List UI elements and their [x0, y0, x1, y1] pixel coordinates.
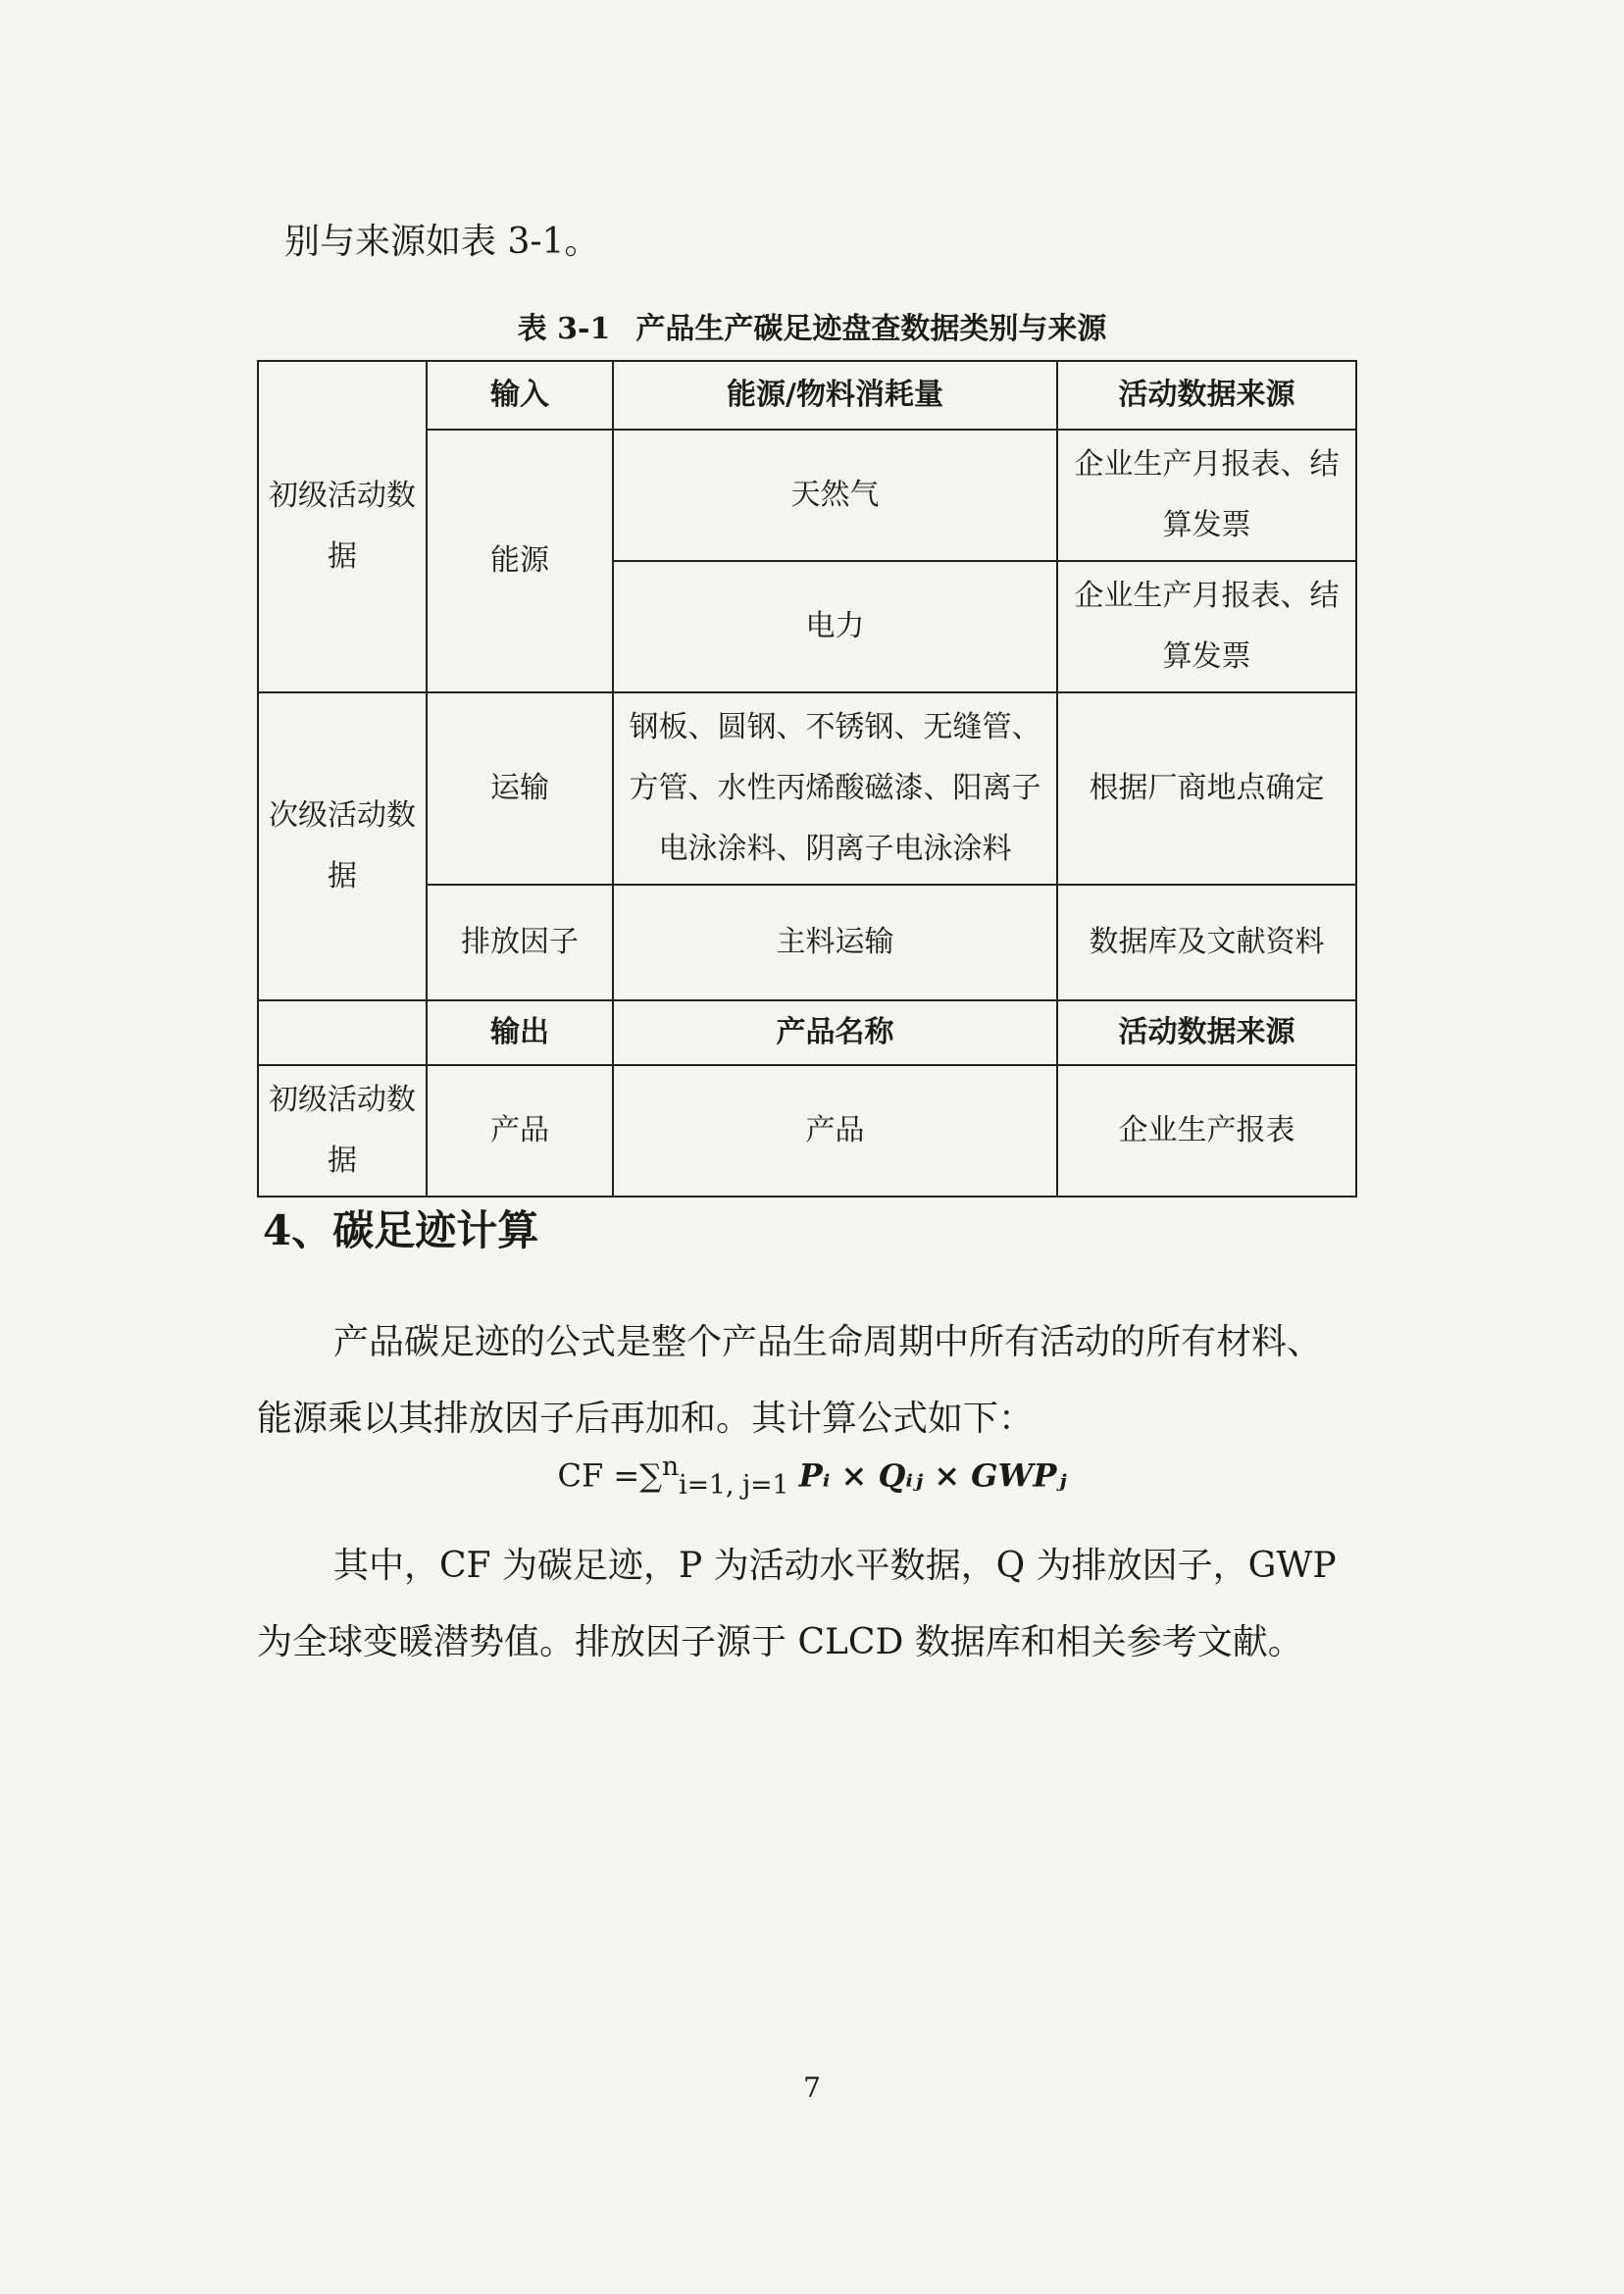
table-caption — [0, 304, 1624, 347]
intro-line: 别与来源如表 3-1。 — [284, 222, 600, 262]
header-output: 输出 — [427, 1000, 613, 1065]
page-number: 7 — [803, 2071, 821, 2104]
cf-formula — [0, 1452, 1624, 1501]
energy-label-cell: 能源 — [427, 430, 613, 692]
section-title: 4、碳足迹计算 — [263, 1206, 539, 1254]
formula-sup: n — [662, 1452, 680, 1482]
formula-body: Pᵢ × Qᵢⱼ × GWPⱼ — [798, 1456, 1067, 1495]
emission-item-cell: 主料运输 — [613, 885, 1057, 1000]
header-input: 输入 — [427, 361, 613, 430]
table-row — [258, 1065, 1356, 1197]
output-blank-cell — [258, 1000, 427, 1065]
header-consumption: 能源/物料消耗量 — [613, 361, 1057, 430]
energy-source-cell: 企业生产月报表、结算发票 — [1057, 430, 1356, 561]
primary-group-cell: 初级活动数据 — [258, 361, 427, 692]
output-source-cell: 企业生产报表 — [1057, 1065, 1356, 1197]
table-row — [258, 692, 1356, 885]
header-source: 活动数据来源 — [1057, 361, 1356, 430]
formula-lhs: CF = — [557, 1456, 640, 1495]
paragraph-text: 产品碳足迹的公式是整个产品生命周期中所有活动的所有材料、能源乘以其排放因子后再加和。其计算公式如下： — [257, 1322, 1323, 1439]
data-source-table — [257, 360, 1357, 1198]
energy-item-cell: 天然气 — [613, 430, 1057, 561]
paragraph-text: 其中，CF 为碳足迹，P 为活动水平数据，Q 为排放因子，GWP 为全球变暖潜势值。排放因子源于 CLCD 数据库和相关参考文献。 — [257, 1546, 1337, 1662]
transport-item-cell: 钢板、圆钢、不锈钢、无缝管、方管、水性丙烯酸磁漆、阳离子电泳涂料、阴离子电泳涂料 — [613, 692, 1057, 885]
paragraph-definitions — [257, 1528, 1355, 1681]
formula-sub: i=1, j=1 — [679, 1470, 789, 1502]
table-caption-title: 产品生产碳足迹盘查数据类别与来源 — [635, 312, 1107, 346]
table-caption-number: 表 3-1 — [517, 312, 611, 346]
energy-item-cell: 电力 — [613, 561, 1057, 692]
emission-source-cell: 数据库及文献资料 — [1057, 885, 1356, 1000]
output-group-cell: 初级活动数据 — [258, 1065, 427, 1197]
header-output-source: 活动数据来源 — [1057, 1000, 1356, 1065]
header-product-name: 产品名称 — [613, 1000, 1057, 1065]
energy-source-cell: 企业生产月报表、结算发票 — [1057, 561, 1356, 692]
output-label-cell: 产品 — [427, 1065, 613, 1197]
transport-source-cell: 根据厂商地点确定 — [1057, 692, 1356, 885]
formula-sigma: ∑ — [639, 1456, 662, 1495]
transport-label-cell: 运输 — [427, 692, 613, 885]
output-item-cell: 产品 — [613, 1065, 1057, 1197]
table-row — [258, 361, 1356, 430]
paragraph-formula-intro — [257, 1304, 1355, 1457]
emission-label-cell: 排放因子 — [427, 885, 613, 1000]
table-row — [258, 1000, 1356, 1065]
secondary-group-cell: 次级活动数据 — [258, 692, 427, 1000]
